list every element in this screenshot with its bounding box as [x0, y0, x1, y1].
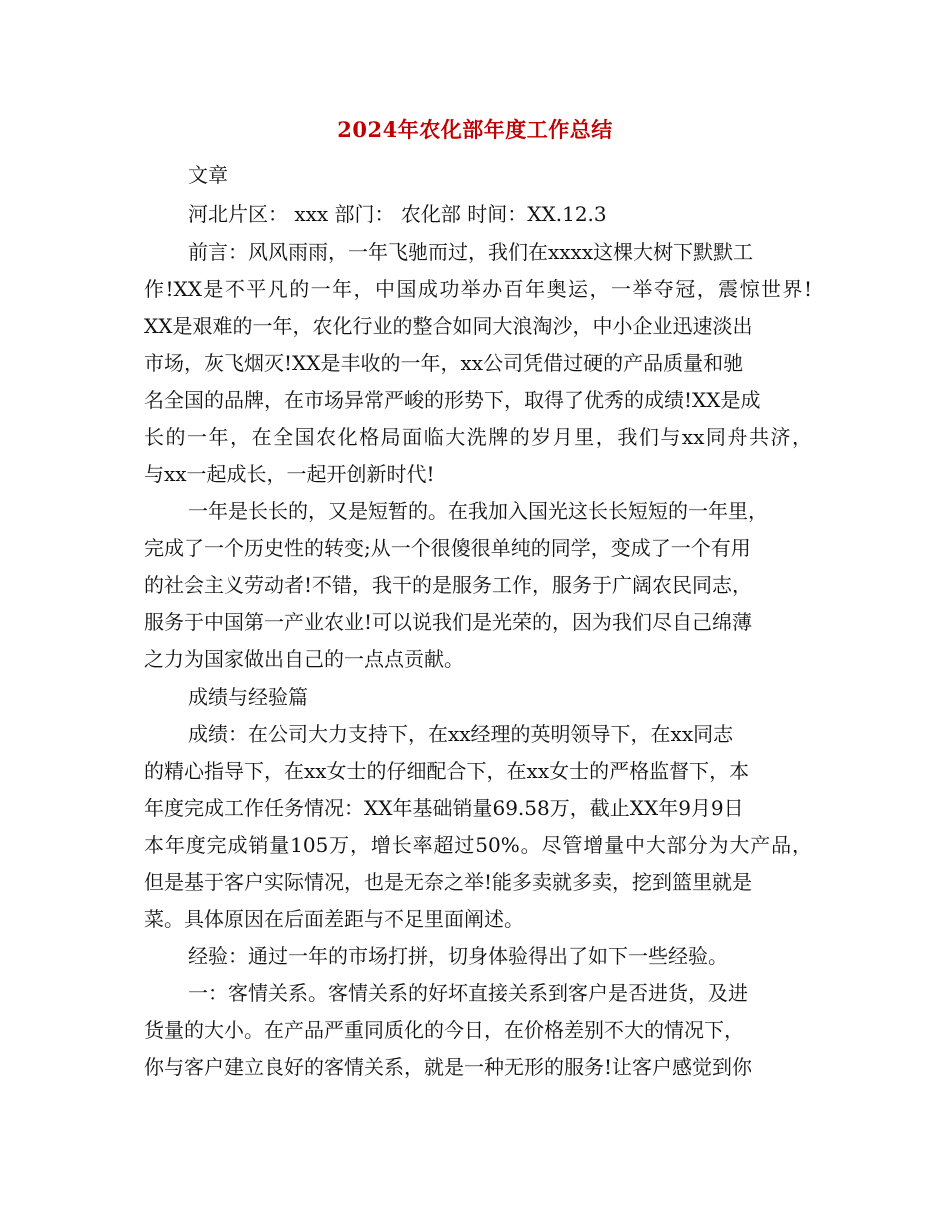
text-line: 市场，灰飞烟灭!XX是丰收的一年，xx公司凭借过硬的产品质量和驰: [144, 351, 744, 375]
text-line: 作!XX是不平凡的一年，中国成功举办百年奥运，一举夺冠，震惊世界!: [144, 277, 812, 301]
text-line: 服务于中国第一产业农业!可以说我们是光荣的，因为我们尽自己绵薄: [144, 610, 753, 634]
text-line: 一：客情关系。客情关系的好坏直接关系到客户是否进货，及进: [188, 981, 748, 1005]
text-line: 成绩：在公司大力支持下，在xx经理的英明领导下，在xx同志: [188, 722, 734, 746]
text-line: 但是基于客户实际情况，也是无奈之举!能多卖就多卖，挖到篮里就是: [144, 870, 753, 894]
document-title: 2024年农化部年度工作总结: [337, 117, 613, 142]
text-line: 与xx一起成长，一起开创新时代!: [144, 462, 435, 486]
text-line: 之力为国家做出自己的一点点贡献。: [144, 647, 464, 671]
text-line: 本年度完成销量105万，增长率超过50%。尽管增量中大部分为大产品，: [144, 833, 812, 857]
text-line: 的精心指导下，在xx女士的仔细配合下，在xx女士的严格监督下，本: [144, 759, 750, 783]
text-line: 菜。具体原因在后面差距与不足里面阐述。: [144, 907, 524, 931]
text-line: 的社会主义劳动者!不错，我干的是服务工作，服务于广阔农民同志，: [144, 573, 753, 597]
text-line: XX是艰难的一年，农化行业的整合如同大浪淘沙，中小企业迅速淡出: [144, 314, 753, 338]
text-line: 一年是长长的，又是短暂的。在我加入国光这长长短短的一年里，: [188, 499, 768, 523]
text-line: 你与客户建立良好的客情关系，就是一种无形的服务!让客户感觉到你: [144, 1055, 753, 1079]
text-line: 经验：通过一年的市场打拼，切身体验得出了如下一些经验。: [188, 944, 728, 968]
text-line: 名全国的品牌，在市场异常严峻的形势下，取得了优秀的成绩!XX是成: [144, 388, 761, 412]
text-line: 前言：风风雨雨，一年飞驰而过，我们在xxxx这棵大树下默默工: [188, 240, 754, 264]
text-line: 文章: [188, 163, 228, 187]
text-line: 完成了一个历史性的转变;从一个很傻很单纯的同学，变成了一个有用: [144, 536, 751, 560]
text-line: 河北片区： xxx 部门： 农化部 时间：XX.12.3: [188, 202, 607, 226]
text-line: 年度完成工作任务情况：XX年基础销量69.58万，截止XX年9月9日: [144, 796, 744, 820]
text-line: 货量的大小。在产品严重同质化的今日，在价格差别不大的情况下，: [144, 1018, 744, 1042]
section-heading: 成绩与经验篇: [188, 685, 308, 709]
text-line: 长的一年，在全国农化格局面临大洗牌的岁月里，我们与xx同舟共济，: [144, 425, 812, 449]
